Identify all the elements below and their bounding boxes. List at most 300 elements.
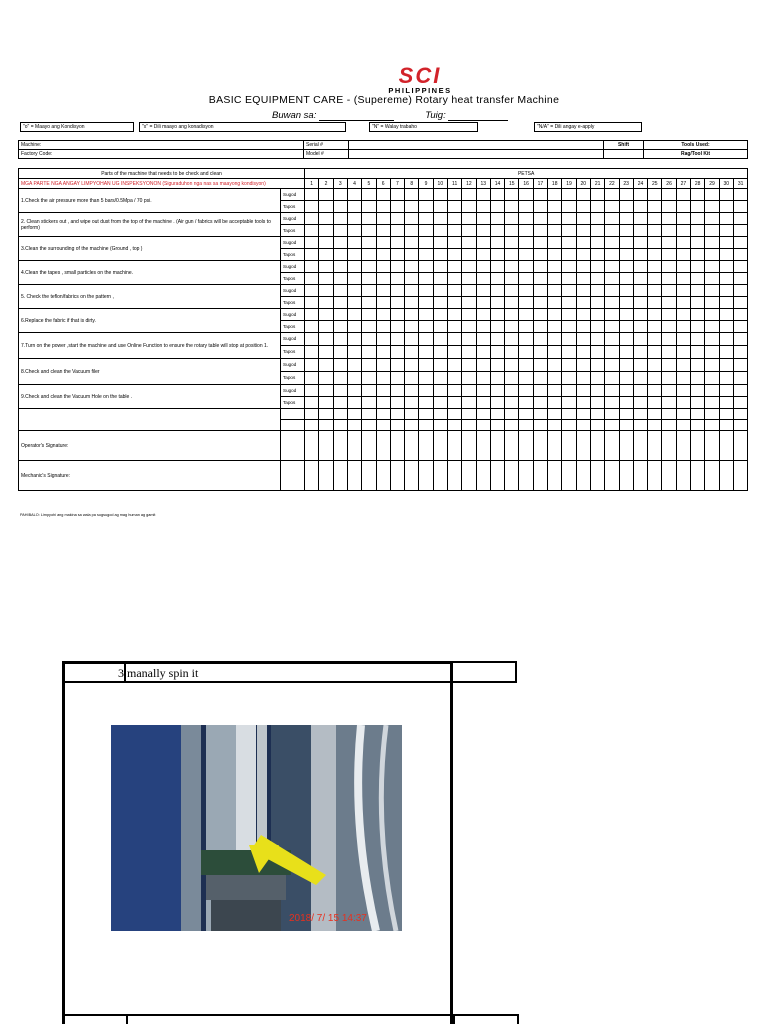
check-cell[interactable] bbox=[419, 237, 433, 249]
check-cell[interactable] bbox=[462, 359, 476, 372]
check-cell[interactable] bbox=[419, 249, 433, 261]
check-cell[interactable] bbox=[476, 409, 490, 420]
signature-cell[interactable] bbox=[476, 431, 490, 461]
check-cell[interactable] bbox=[576, 213, 590, 225]
check-cell[interactable] bbox=[662, 385, 676, 397]
check-cell[interactable] bbox=[548, 285, 562, 297]
check-cell[interactable] bbox=[419, 309, 433, 321]
check-cell[interactable] bbox=[576, 397, 590, 409]
signature-cell[interactable] bbox=[733, 461, 747, 491]
check-cell[interactable] bbox=[405, 333, 419, 346]
check-cell[interactable] bbox=[490, 309, 504, 321]
check-cell[interactable] bbox=[533, 201, 547, 213]
check-cell[interactable] bbox=[590, 321, 604, 333]
check-cell[interactable] bbox=[447, 420, 461, 431]
check-cell[interactable] bbox=[462, 249, 476, 261]
check-cell[interactable] bbox=[733, 420, 747, 431]
check-cell[interactable] bbox=[533, 321, 547, 333]
check-cell[interactable] bbox=[590, 385, 604, 397]
check-cell[interactable] bbox=[462, 285, 476, 297]
check-cell[interactable] bbox=[490, 385, 504, 397]
signature-cell[interactable] bbox=[691, 431, 705, 461]
check-cell[interactable] bbox=[676, 420, 690, 431]
check-cell[interactable] bbox=[662, 213, 676, 225]
check-cell[interactable] bbox=[533, 346, 547, 359]
check-cell[interactable] bbox=[362, 273, 376, 285]
check-cell[interactable] bbox=[605, 409, 619, 420]
check-cell[interactable] bbox=[505, 333, 519, 346]
check-cell[interactable] bbox=[533, 261, 547, 273]
check-cell[interactable] bbox=[305, 189, 319, 201]
check-cell[interactable] bbox=[619, 409, 633, 420]
check-cell[interactable] bbox=[519, 397, 533, 409]
check-cell[interactable] bbox=[648, 397, 662, 409]
signature-cell[interactable] bbox=[533, 461, 547, 491]
check-cell[interactable] bbox=[705, 237, 719, 249]
check-cell[interactable] bbox=[419, 372, 433, 385]
check-cell[interactable] bbox=[633, 333, 647, 346]
check-cell[interactable] bbox=[676, 372, 690, 385]
check-cell[interactable] bbox=[505, 372, 519, 385]
check-cell[interactable] bbox=[405, 397, 419, 409]
check-cell[interactable] bbox=[619, 201, 633, 213]
check-cell[interactable] bbox=[605, 333, 619, 346]
check-cell[interactable] bbox=[347, 420, 361, 431]
check-cell[interactable] bbox=[333, 225, 347, 237]
check-cell[interactable] bbox=[362, 249, 376, 261]
check-cell[interactable] bbox=[390, 213, 404, 225]
check-cell[interactable] bbox=[333, 397, 347, 409]
check-cell[interactable] bbox=[519, 297, 533, 309]
check-cell[interactable] bbox=[605, 420, 619, 431]
check-cell[interactable] bbox=[590, 420, 604, 431]
check-cell[interactable] bbox=[576, 346, 590, 359]
check-cell[interactable] bbox=[405, 409, 419, 420]
check-cell[interactable] bbox=[733, 201, 747, 213]
check-cell[interactable] bbox=[519, 420, 533, 431]
check-cell[interactable] bbox=[705, 397, 719, 409]
check-cell[interactable] bbox=[576, 285, 590, 297]
check-cell[interactable] bbox=[362, 420, 376, 431]
check-cell[interactable] bbox=[462, 372, 476, 385]
check-cell[interactable] bbox=[676, 309, 690, 321]
check-cell[interactable] bbox=[390, 285, 404, 297]
check-cell[interactable] bbox=[405, 420, 419, 431]
check-cell[interactable] bbox=[462, 225, 476, 237]
check-cell[interactable] bbox=[705, 346, 719, 359]
check-cell[interactable] bbox=[733, 309, 747, 321]
check-cell[interactable] bbox=[619, 420, 633, 431]
check-cell[interactable] bbox=[476, 201, 490, 213]
check-cell[interactable] bbox=[390, 420, 404, 431]
signature-cell[interactable] bbox=[733, 431, 747, 461]
check-cell[interactable] bbox=[347, 346, 361, 359]
check-cell[interactable] bbox=[533, 333, 547, 346]
check-cell[interactable] bbox=[548, 333, 562, 346]
check-cell[interactable] bbox=[305, 237, 319, 249]
check-cell[interactable] bbox=[376, 385, 390, 397]
check-cell[interactable] bbox=[376, 372, 390, 385]
signature-cell[interactable] bbox=[405, 431, 419, 461]
check-cell[interactable] bbox=[662, 225, 676, 237]
check-cell[interactable] bbox=[476, 297, 490, 309]
check-cell[interactable] bbox=[691, 385, 705, 397]
check-cell[interactable] bbox=[476, 261, 490, 273]
check-cell[interactable] bbox=[490, 261, 504, 273]
check-cell[interactable] bbox=[562, 285, 576, 297]
check-cell[interactable] bbox=[548, 409, 562, 420]
check-cell[interactable] bbox=[562, 321, 576, 333]
signature-cell[interactable] bbox=[633, 431, 647, 461]
check-cell[interactable] bbox=[733, 346, 747, 359]
check-cell[interactable] bbox=[733, 333, 747, 346]
check-cell[interactable] bbox=[662, 333, 676, 346]
check-cell[interactable] bbox=[505, 273, 519, 285]
check-cell[interactable] bbox=[562, 309, 576, 321]
check-cell[interactable] bbox=[319, 273, 333, 285]
check-cell[interactable] bbox=[662, 359, 676, 372]
check-cell[interactable] bbox=[333, 309, 347, 321]
check-cell[interactable] bbox=[305, 359, 319, 372]
check-cell[interactable] bbox=[390, 273, 404, 285]
check-cell[interactable] bbox=[705, 309, 719, 321]
year-blank[interactable] bbox=[448, 111, 508, 121]
check-cell[interactable] bbox=[548, 385, 562, 397]
check-cell[interactable] bbox=[376, 237, 390, 249]
check-cell[interactable] bbox=[333, 321, 347, 333]
check-cell[interactable] bbox=[505, 297, 519, 309]
signature-cell[interactable] bbox=[347, 461, 361, 491]
check-cell[interactable] bbox=[505, 201, 519, 213]
check-cell[interactable] bbox=[362, 213, 376, 225]
check-cell[interactable] bbox=[548, 213, 562, 225]
check-cell[interactable] bbox=[305, 285, 319, 297]
check-cell[interactable] bbox=[662, 346, 676, 359]
check-cell[interactable] bbox=[305, 297, 319, 309]
check-cell[interactable] bbox=[662, 237, 676, 249]
check-cell[interactable] bbox=[533, 189, 547, 201]
check-cell[interactable] bbox=[619, 321, 633, 333]
check-cell[interactable] bbox=[662, 297, 676, 309]
check-cell[interactable] bbox=[576, 249, 590, 261]
check-cell[interactable] bbox=[733, 261, 747, 273]
check-cell[interactable] bbox=[548, 359, 562, 372]
check-cell[interactable] bbox=[576, 297, 590, 309]
check-cell[interactable] bbox=[405, 359, 419, 372]
check-cell[interactable] bbox=[347, 297, 361, 309]
check-cell[interactable] bbox=[405, 273, 419, 285]
signature-cell[interactable] bbox=[548, 431, 562, 461]
check-cell[interactable] bbox=[533, 225, 547, 237]
check-cell[interactable] bbox=[519, 333, 533, 346]
check-cell[interactable] bbox=[433, 225, 447, 237]
check-cell[interactable] bbox=[648, 321, 662, 333]
check-cell[interactable] bbox=[319, 201, 333, 213]
check-cell[interactable] bbox=[390, 385, 404, 397]
check-cell[interactable] bbox=[548, 420, 562, 431]
check-cell[interactable] bbox=[648, 249, 662, 261]
check-cell[interactable] bbox=[305, 261, 319, 273]
check-cell[interactable] bbox=[548, 372, 562, 385]
check-cell[interactable] bbox=[633, 309, 647, 321]
model-value[interactable] bbox=[349, 150, 604, 159]
check-cell[interactable] bbox=[576, 273, 590, 285]
month-blank[interactable] bbox=[319, 111, 394, 121]
check-cell[interactable] bbox=[662, 189, 676, 201]
check-cell[interactable] bbox=[447, 201, 461, 213]
check-cell[interactable] bbox=[333, 409, 347, 420]
check-cell[interactable] bbox=[662, 249, 676, 261]
check-cell[interactable] bbox=[705, 273, 719, 285]
check-cell[interactable] bbox=[705, 321, 719, 333]
check-cell[interactable] bbox=[648, 237, 662, 249]
check-cell[interactable] bbox=[691, 309, 705, 321]
check-cell[interactable] bbox=[405, 385, 419, 397]
check-cell[interactable] bbox=[691, 372, 705, 385]
signature-cell[interactable] bbox=[576, 461, 590, 491]
check-cell[interactable] bbox=[562, 261, 576, 273]
check-cell[interactable] bbox=[691, 261, 705, 273]
check-cell[interactable] bbox=[633, 385, 647, 397]
check-cell[interactable] bbox=[319, 420, 333, 431]
check-cell[interactable] bbox=[390, 346, 404, 359]
signature-cell[interactable] bbox=[562, 461, 576, 491]
signature-cell[interactable] bbox=[490, 461, 504, 491]
check-cell[interactable] bbox=[405, 372, 419, 385]
check-cell[interactable] bbox=[447, 346, 461, 359]
check-cell[interactable] bbox=[662, 409, 676, 420]
signature-cell[interactable] bbox=[590, 461, 604, 491]
check-cell[interactable] bbox=[691, 273, 705, 285]
serial-value[interactable] bbox=[349, 141, 604, 150]
check-cell[interactable] bbox=[676, 273, 690, 285]
check-cell[interactable] bbox=[447, 297, 461, 309]
check-cell[interactable] bbox=[347, 225, 361, 237]
check-cell[interactable] bbox=[390, 261, 404, 273]
check-cell[interactable] bbox=[590, 225, 604, 237]
signature-cell[interactable] bbox=[462, 431, 476, 461]
check-cell[interactable] bbox=[319, 409, 333, 420]
check-cell[interactable] bbox=[676, 201, 690, 213]
check-cell[interactable] bbox=[519, 359, 533, 372]
check-cell[interactable] bbox=[691, 397, 705, 409]
check-cell[interactable] bbox=[548, 237, 562, 249]
check-cell[interactable] bbox=[347, 273, 361, 285]
signature-cell[interactable] bbox=[447, 431, 461, 461]
check-cell[interactable] bbox=[347, 385, 361, 397]
check-cell[interactable] bbox=[419, 409, 433, 420]
check-cell[interactable] bbox=[462, 420, 476, 431]
signature-cell[interactable] bbox=[433, 461, 447, 491]
check-cell[interactable] bbox=[662, 397, 676, 409]
check-cell[interactable] bbox=[505, 213, 519, 225]
signature-cell[interactable] bbox=[605, 431, 619, 461]
signature-cell[interactable] bbox=[319, 461, 333, 491]
check-cell[interactable] bbox=[505, 359, 519, 372]
check-cell[interactable] bbox=[462, 201, 476, 213]
check-cell[interactable] bbox=[362, 385, 376, 397]
check-cell[interactable] bbox=[433, 213, 447, 225]
check-cell[interactable] bbox=[490, 237, 504, 249]
check-cell[interactable] bbox=[562, 420, 576, 431]
check-cell[interactable] bbox=[305, 201, 319, 213]
signature-cell[interactable] bbox=[705, 461, 719, 491]
signature-cell[interactable] bbox=[691, 461, 705, 491]
check-cell[interactable] bbox=[590, 372, 604, 385]
check-cell[interactable] bbox=[733, 285, 747, 297]
check-cell[interactable] bbox=[305, 309, 319, 321]
check-cell[interactable] bbox=[619, 213, 633, 225]
check-cell[interactable] bbox=[691, 285, 705, 297]
check-cell[interactable] bbox=[691, 237, 705, 249]
signature-cell[interactable] bbox=[333, 431, 347, 461]
check-cell[interactable] bbox=[719, 285, 733, 297]
check-cell[interactable] bbox=[447, 372, 461, 385]
check-cell[interactable] bbox=[333, 420, 347, 431]
signature-cell[interactable] bbox=[590, 431, 604, 461]
check-cell[interactable] bbox=[676, 321, 690, 333]
check-cell[interactable] bbox=[333, 213, 347, 225]
check-cell[interactable] bbox=[548, 273, 562, 285]
check-cell[interactable] bbox=[519, 346, 533, 359]
check-cell[interactable] bbox=[433, 249, 447, 261]
check-cell[interactable] bbox=[705, 261, 719, 273]
check-cell[interactable] bbox=[619, 372, 633, 385]
check-cell[interactable] bbox=[362, 297, 376, 309]
check-cell[interactable] bbox=[719, 333, 733, 346]
check-cell[interactable] bbox=[419, 397, 433, 409]
check-cell[interactable] bbox=[633, 225, 647, 237]
check-cell[interactable] bbox=[490, 333, 504, 346]
check-cell[interactable] bbox=[433, 372, 447, 385]
check-cell[interactable] bbox=[691, 321, 705, 333]
check-cell[interactable] bbox=[533, 409, 547, 420]
check-cell[interactable] bbox=[562, 346, 576, 359]
check-cell[interactable] bbox=[490, 297, 504, 309]
check-cell[interactable] bbox=[476, 309, 490, 321]
signature-cell[interactable] bbox=[433, 431, 447, 461]
signature-cell[interactable] bbox=[362, 431, 376, 461]
check-cell[interactable] bbox=[433, 201, 447, 213]
check-cell[interactable] bbox=[705, 213, 719, 225]
check-cell[interactable] bbox=[533, 385, 547, 397]
check-cell[interactable] bbox=[362, 359, 376, 372]
check-cell[interactable] bbox=[605, 213, 619, 225]
check-cell[interactable] bbox=[719, 189, 733, 201]
check-cell[interactable] bbox=[419, 273, 433, 285]
check-cell[interactable] bbox=[562, 189, 576, 201]
check-cell[interactable] bbox=[576, 333, 590, 346]
check-cell[interactable] bbox=[405, 213, 419, 225]
check-cell[interactable] bbox=[319, 285, 333, 297]
check-cell[interactable] bbox=[505, 189, 519, 201]
check-cell[interactable] bbox=[433, 309, 447, 321]
check-cell[interactable] bbox=[419, 359, 433, 372]
check-cell[interactable] bbox=[576, 420, 590, 431]
check-cell[interactable] bbox=[676, 409, 690, 420]
check-cell[interactable] bbox=[462, 213, 476, 225]
check-cell[interactable] bbox=[619, 309, 633, 321]
check-cell[interactable] bbox=[305, 346, 319, 359]
check-cell[interactable] bbox=[648, 420, 662, 431]
check-cell[interactable] bbox=[447, 285, 461, 297]
check-cell[interactable] bbox=[462, 297, 476, 309]
check-cell[interactable] bbox=[705, 297, 719, 309]
check-cell[interactable] bbox=[476, 346, 490, 359]
check-cell[interactable] bbox=[719, 359, 733, 372]
check-cell[interactable] bbox=[476, 359, 490, 372]
check-cell[interactable] bbox=[405, 297, 419, 309]
check-cell[interactable] bbox=[619, 346, 633, 359]
check-cell[interactable] bbox=[462, 346, 476, 359]
check-cell[interactable] bbox=[505, 285, 519, 297]
check-cell[interactable] bbox=[419, 201, 433, 213]
check-cell[interactable] bbox=[476, 385, 490, 397]
check-cell[interactable] bbox=[305, 333, 319, 346]
check-cell[interactable] bbox=[619, 397, 633, 409]
check-cell[interactable] bbox=[590, 309, 604, 321]
check-cell[interactable] bbox=[633, 297, 647, 309]
check-cell[interactable] bbox=[476, 189, 490, 201]
check-cell[interactable] bbox=[633, 261, 647, 273]
check-cell[interactable] bbox=[490, 409, 504, 420]
check-cell[interactable] bbox=[619, 297, 633, 309]
check-cell[interactable] bbox=[433, 346, 447, 359]
check-cell[interactable] bbox=[390, 372, 404, 385]
check-cell[interactable] bbox=[576, 309, 590, 321]
signature-cell[interactable] bbox=[419, 431, 433, 461]
check-cell[interactable] bbox=[648, 261, 662, 273]
check-cell[interactable] bbox=[476, 237, 490, 249]
check-cell[interactable] bbox=[662, 372, 676, 385]
check-cell[interactable] bbox=[576, 409, 590, 420]
check-cell[interactable] bbox=[648, 225, 662, 237]
check-cell[interactable] bbox=[476, 285, 490, 297]
check-cell[interactable] bbox=[633, 285, 647, 297]
check-cell[interactable] bbox=[362, 321, 376, 333]
check-cell[interactable] bbox=[376, 249, 390, 261]
check-cell[interactable] bbox=[390, 237, 404, 249]
check-cell[interactable] bbox=[376, 409, 390, 420]
check-cell[interactable] bbox=[490, 201, 504, 213]
check-cell[interactable] bbox=[390, 397, 404, 409]
check-cell[interactable] bbox=[590, 261, 604, 273]
check-cell[interactable] bbox=[333, 285, 347, 297]
check-cell[interactable] bbox=[305, 409, 319, 420]
check-cell[interactable] bbox=[590, 213, 604, 225]
check-cell[interactable] bbox=[333, 359, 347, 372]
check-cell[interactable] bbox=[519, 201, 533, 213]
check-cell[interactable] bbox=[305, 385, 319, 397]
signature-cell[interactable] bbox=[362, 461, 376, 491]
check-cell[interactable] bbox=[490, 249, 504, 261]
signature-cell[interactable] bbox=[719, 431, 733, 461]
signature-cell[interactable] bbox=[305, 461, 319, 491]
check-cell[interactable] bbox=[405, 249, 419, 261]
check-cell[interactable] bbox=[733, 249, 747, 261]
check-cell[interactable] bbox=[676, 237, 690, 249]
check-cell[interactable] bbox=[676, 225, 690, 237]
check-cell[interactable] bbox=[705, 372, 719, 385]
check-cell[interactable] bbox=[605, 285, 619, 297]
check-cell[interactable] bbox=[319, 237, 333, 249]
check-cell[interactable] bbox=[619, 333, 633, 346]
check-cell[interactable] bbox=[447, 321, 461, 333]
check-cell[interactable] bbox=[362, 346, 376, 359]
check-cell[interactable] bbox=[305, 420, 319, 431]
check-cell[interactable] bbox=[462, 333, 476, 346]
check-cell[interactable] bbox=[719, 346, 733, 359]
